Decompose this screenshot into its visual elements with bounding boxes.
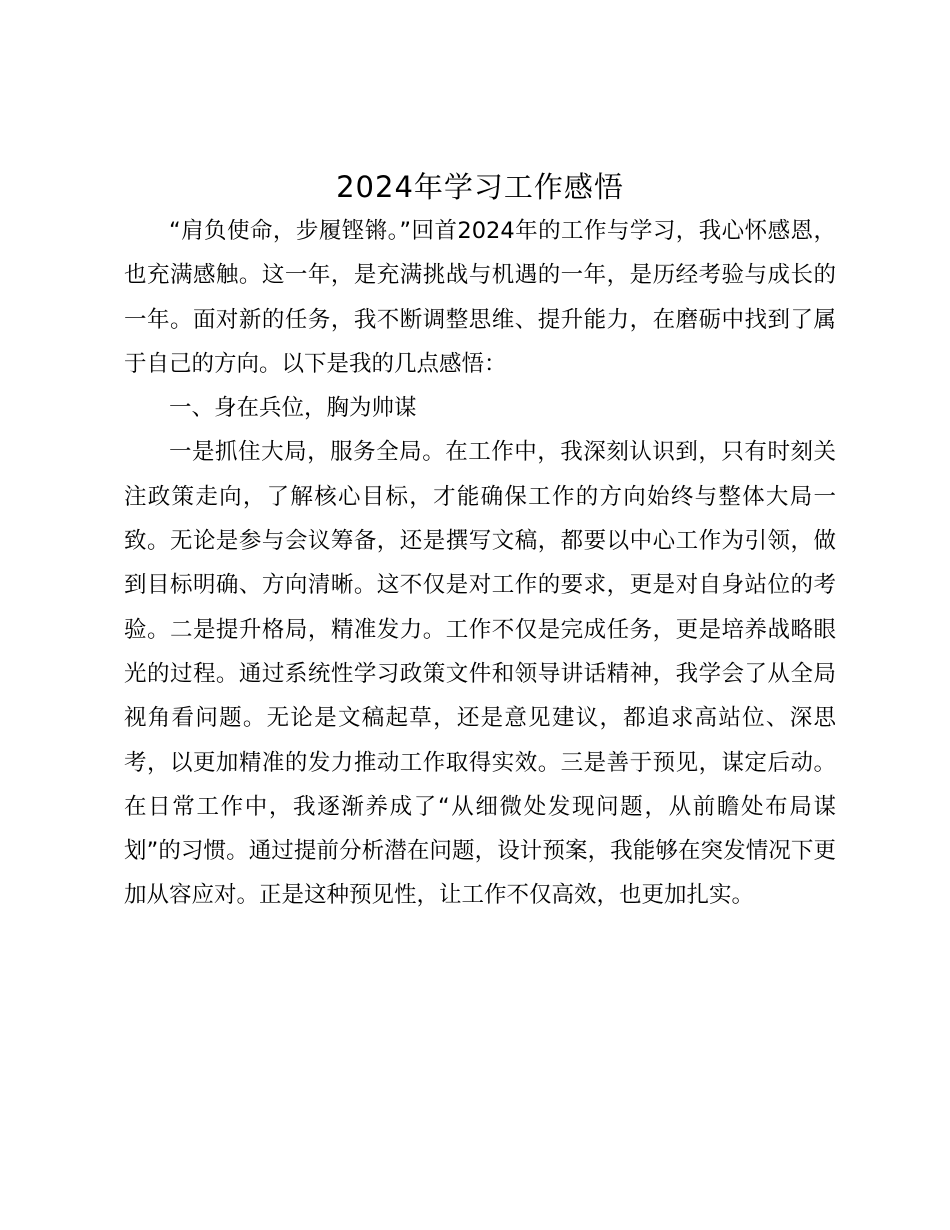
document-title: 2024年学习工作感悟 — [336, 170, 624, 204]
intro-paragraph: “肩负使命，步履铿锵。”回首2024年的工作与学习，我心怀感恩，也充满感触。这一年，是充满挑战与机遇的一年，是历经考验与成长的一年。面对新的任务，我不断调整思维、提升能力，在磨砺中找到了属于自己的方向。以下是我的几点感悟： — [124, 218, 836, 377]
document-content — [124, 165, 836, 918]
section-heading: 一、身在兵位，胸为帅谋 — [169, 395, 417, 422]
section-body-paragraph: 一是抓住大局，服务全局。在工作中，我深刻认识到，只有时刻关注政策走向，了解核心目标，才能确保工作的方向始终与整体大局一致。无论是参与会议筹备，还是撰写文稿，都要以中心工作为引领，做到目标明确、方向清晰。这不仅是对工作的要求，更是对自身站位的考验。二是提升格局，精准发力。工作不仅是完成任务，更是培养战略眼光的过程。通过系统性学习政策文件和领导讲话精神，我学会了从全局视角看问题。无论是文稿起草，还是意见建议，都追求高站位、深思考，以更加精准的发力推动工作取得实效。三是善于预见，谋定后动。在日常工作中，我逐渐养成了“从细微处发现问题，从前瞻处布局谋划”的习惯。通过提前分析潜在问题，设计预案，我能够在突发情况下更加从容应对。正是这种预见性，让工作不仅高效，也更加扎实。 — [124, 439, 836, 909]
